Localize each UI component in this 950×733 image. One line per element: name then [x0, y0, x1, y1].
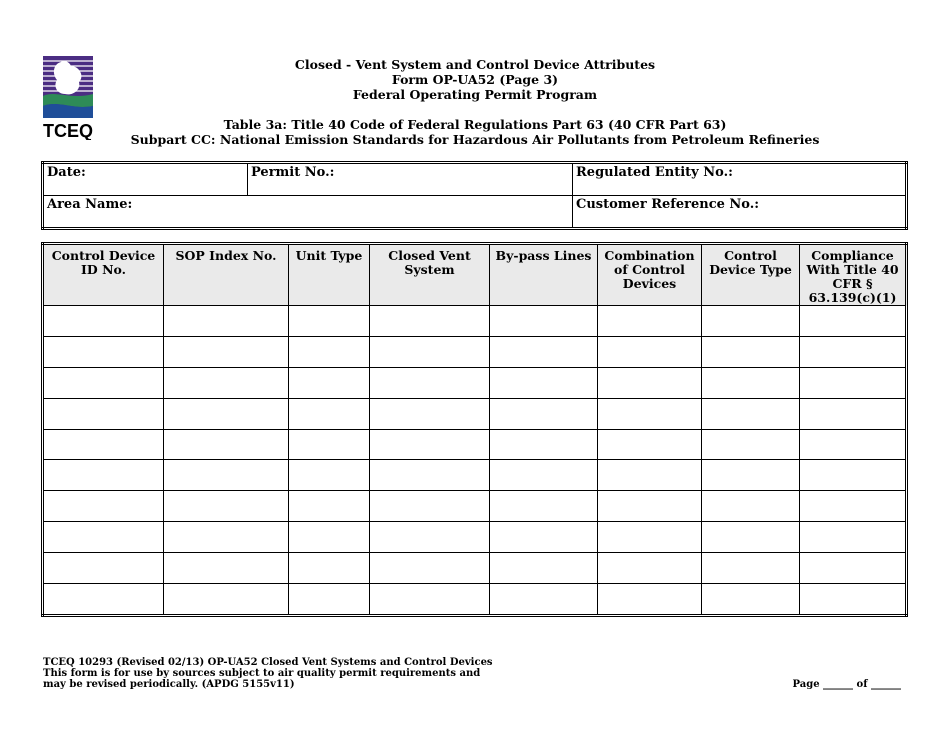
- table-cell[interactable]: [43, 336, 164, 367]
- column-header: Control Device Type: [702, 244, 800, 306]
- table-cell[interactable]: [164, 553, 289, 584]
- table-cell[interactable]: [598, 584, 702, 616]
- table-row: [43, 336, 907, 367]
- table-cell[interactable]: [800, 553, 907, 584]
- table-cell[interactable]: [800, 522, 907, 553]
- table-cell[interactable]: [490, 553, 598, 584]
- table-cell[interactable]: [702, 460, 800, 491]
- permit-no-field[interactable]: Permit No.:: [248, 163, 573, 196]
- table-cell[interactable]: [164, 306, 289, 337]
- subpart-title: Subpart CC: National Emission Standards for Hazardous Air Pollutants from Petroleum Refineries: [130, 132, 820, 147]
- column-header: Compliance With Title 40 CFR § 63.139(c)(1): [800, 244, 907, 306]
- table-cell[interactable]: [598, 306, 702, 337]
- table-cell[interactable]: [370, 553, 490, 584]
- table-cell[interactable]: [490, 522, 598, 553]
- table-row: [43, 429, 907, 460]
- table-cell[interactable]: [43, 584, 164, 616]
- table-cell[interactable]: [43, 522, 164, 553]
- table-cell[interactable]: [164, 491, 289, 522]
- table-cell[interactable]: [800, 460, 907, 491]
- table-cell[interactable]: [164, 460, 289, 491]
- table-cell[interactable]: [598, 336, 702, 367]
- header-fields-table: [41, 161, 908, 230]
- table-cell[interactable]: [43, 398, 164, 429]
- table-cell[interactable]: [800, 398, 907, 429]
- form-title: Closed - Vent System and Control Device Attributes: [294, 57, 656, 72]
- table-cell[interactable]: [702, 522, 800, 553]
- date-field[interactable]: Date:: [43, 163, 248, 196]
- table-cell[interactable]: [370, 491, 490, 522]
- table-cell[interactable]: [598, 491, 702, 522]
- table-cell[interactable]: [370, 306, 490, 337]
- table-row: [43, 522, 907, 553]
- table-cell[interactable]: [289, 398, 370, 429]
- table-cell[interactable]: [800, 367, 907, 398]
- footer: [43, 657, 493, 690]
- regulated-entity-field[interactable]: Regulated Entity No.:: [573, 163, 907, 196]
- table-cell[interactable]: [598, 429, 702, 460]
- table-cell[interactable]: [289, 491, 370, 522]
- title-block-table: [100, 117, 850, 147]
- table-cell[interactable]: [289, 553, 370, 584]
- table-cell[interactable]: [43, 491, 164, 522]
- table-row: [43, 491, 907, 522]
- table-cell[interactable]: [702, 429, 800, 460]
- table-cell[interactable]: [289, 460, 370, 491]
- customer-ref-field[interactable]: Customer Reference No.:: [573, 196, 907, 229]
- table-cell[interactable]: [702, 553, 800, 584]
- table-body: [43, 306, 907, 616]
- table-cell[interactable]: [598, 367, 702, 398]
- footer-form-id: TCEQ 10293 (Revised 02/13) OP-UA52 Closed Vent Systems and Control Devices: [43, 657, 493, 668]
- table-cell[interactable]: [164, 429, 289, 460]
- table-cell[interactable]: [490, 306, 598, 337]
- table-cell[interactable]: [43, 306, 164, 337]
- table-cell[interactable]: [490, 398, 598, 429]
- table-cell[interactable]: [370, 584, 490, 616]
- footer-note-1: This form is for use by sources subject to air quality permit requirements and: [43, 668, 481, 679]
- table-cell[interactable]: [289, 584, 370, 616]
- table-cell[interactable]: [289, 367, 370, 398]
- table-row: [43, 306, 907, 337]
- tceq-logo: [43, 56, 93, 140]
- table-cell[interactable]: [490, 460, 598, 491]
- table-row: [43, 460, 907, 491]
- table-cell[interactable]: [370, 336, 490, 367]
- table-cell[interactable]: [289, 522, 370, 553]
- table-title: Table 3a: Title 40 Code of Federal Regulations Part 63 (40 CFR Part 63): [223, 117, 727, 132]
- table-cell[interactable]: [490, 429, 598, 460]
- table-cell[interactable]: [370, 398, 490, 429]
- table-cell[interactable]: [598, 522, 702, 553]
- attributes-table: [41, 242, 908, 617]
- table-cell[interactable]: [702, 336, 800, 367]
- column-header: Combination of Control Devices: [598, 244, 702, 306]
- program-name: Federal Operating Permit Program: [352, 87, 598, 102]
- page-number: Page ______ of ______: [792, 679, 901, 690]
- table-cell[interactable]: [43, 367, 164, 398]
- table-cell[interactable]: [164, 584, 289, 616]
- table-cell[interactable]: [43, 460, 164, 491]
- table-cell[interactable]: [370, 522, 490, 553]
- table-cell[interactable]: [702, 306, 800, 337]
- table-cell[interactable]: [490, 367, 598, 398]
- table-cell[interactable]: [598, 553, 702, 584]
- table-cell[interactable]: [370, 460, 490, 491]
- table-cell[interactable]: [598, 460, 702, 491]
- table-cell[interactable]: [800, 336, 907, 367]
- column-header: Unit Type: [289, 244, 370, 306]
- table-cell[interactable]: [598, 398, 702, 429]
- table-cell[interactable]: [164, 336, 289, 367]
- table-cell[interactable]: [289, 336, 370, 367]
- table-row: [43, 584, 907, 616]
- table-row: [43, 367, 907, 398]
- logo-text: TCEQ: [43, 121, 93, 140]
- table-cell[interactable]: [800, 491, 907, 522]
- table-cell[interactable]: [702, 584, 800, 616]
- table-cell[interactable]: [702, 398, 800, 429]
- table-cell[interactable]: [702, 367, 800, 398]
- table-cell[interactable]: [490, 491, 598, 522]
- table-cell[interactable]: [490, 584, 598, 616]
- table-row: [43, 398, 907, 429]
- table-cell[interactable]: [289, 429, 370, 460]
- table-row: [43, 553, 907, 584]
- column-header: Closed Vent System: [370, 244, 490, 306]
- table-cell[interactable]: [289, 306, 370, 337]
- title-block-top: [100, 57, 850, 102]
- table-cell[interactable]: [370, 429, 490, 460]
- table-cell[interactable]: [164, 367, 289, 398]
- table-cell[interactable]: [800, 306, 907, 337]
- column-header: By-pass Lines: [490, 244, 598, 306]
- table-cell[interactable]: [800, 429, 907, 460]
- footer-note-2: may be revised periodically. (APDG 5155v11): [43, 679, 295, 690]
- table-cell[interactable]: [43, 553, 164, 584]
- table-cell[interactable]: [800, 584, 907, 616]
- table-cell[interactable]: [370, 367, 490, 398]
- table-cell[interactable]: [164, 522, 289, 553]
- area-name-field[interactable]: Area Name:: [43, 196, 573, 229]
- column-header: SOP Index No.: [164, 244, 289, 306]
- form-number: Form OP-UA52 (Page 3): [391, 72, 559, 87]
- table-cell[interactable]: [164, 398, 289, 429]
- table-cell[interactable]: [43, 429, 164, 460]
- table-cell[interactable]: [490, 336, 598, 367]
- column-header: Control Device ID No.: [43, 244, 164, 306]
- table-cell[interactable]: [702, 491, 800, 522]
